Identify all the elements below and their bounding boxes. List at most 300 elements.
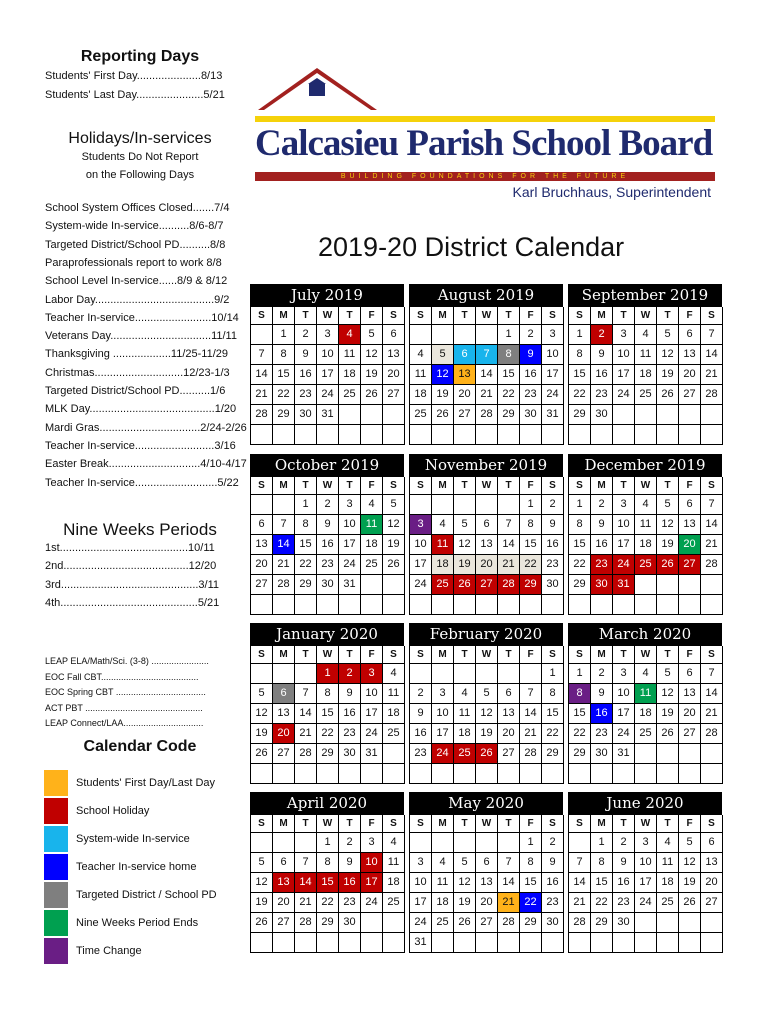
empty-cell xyxy=(383,933,405,953)
day-cell: 22 xyxy=(317,724,339,744)
empty-cell xyxy=(251,425,273,445)
day-cell: 5 xyxy=(251,853,273,873)
day-cell: 17 xyxy=(542,365,564,385)
weekday-header: S xyxy=(410,307,432,325)
day-cell: 12 xyxy=(657,684,679,704)
weekday-header: S xyxy=(383,477,405,495)
day-cell: 21 xyxy=(251,385,273,405)
nine-weeks-item: 3rd.............................................3/11 xyxy=(45,578,220,591)
empty-cell xyxy=(383,575,405,595)
empty-cell xyxy=(432,664,454,684)
empty-cell xyxy=(454,933,476,953)
day-cell: 6 xyxy=(679,664,701,684)
month-days-grid xyxy=(250,814,404,953)
day-cell: 13 xyxy=(383,345,405,365)
day-cell: 16 xyxy=(410,724,432,744)
day-cell: 27 xyxy=(679,555,701,575)
day-cell: 12 xyxy=(361,345,383,365)
day-cell: 9 xyxy=(317,515,339,535)
month-calendar xyxy=(250,454,404,615)
day-cell: 23 xyxy=(591,724,613,744)
day-cell: 4 xyxy=(432,853,454,873)
day-cell: 3 xyxy=(635,833,657,853)
day-cell: 14 xyxy=(476,365,498,385)
day-cell: 21 xyxy=(295,724,317,744)
month-title: October 2019 xyxy=(250,454,404,476)
weekday-header: F xyxy=(361,646,383,664)
empty-cell xyxy=(273,833,295,853)
weekday-header: S xyxy=(701,307,723,325)
empty-cell xyxy=(591,595,613,615)
month-title: December 2019 xyxy=(568,454,722,476)
day-cell: 18 xyxy=(410,385,432,405)
reporting-days-heading: Reporting Days xyxy=(80,48,200,65)
day-cell: 27 xyxy=(476,575,498,595)
day-cell: 2 xyxy=(591,325,613,345)
day-cell: 7 xyxy=(569,853,591,873)
day-cell: 8 xyxy=(520,853,542,873)
weekday-header: F xyxy=(520,307,542,325)
weekday-header: S xyxy=(410,477,432,495)
day-cell: 12 xyxy=(454,535,476,555)
day-cell: 10 xyxy=(635,853,657,873)
day-cell: 21 xyxy=(569,893,591,913)
day-cell: 18 xyxy=(432,555,454,575)
day-cell: 2 xyxy=(591,664,613,684)
weekday-header: F xyxy=(520,646,542,664)
day-cell: 24 xyxy=(432,744,454,764)
holiday-item: MLK Day.........................................1/20 xyxy=(45,403,237,416)
day-cell: 31 xyxy=(410,933,432,953)
weekday-header: T xyxy=(339,307,361,325)
day-cell: 14 xyxy=(273,535,295,555)
weekday-header: S xyxy=(251,815,273,833)
day-cell: 30 xyxy=(591,405,613,425)
month-days-grid xyxy=(409,306,563,445)
day-cell: 24 xyxy=(613,385,635,405)
weekday-header: S xyxy=(410,815,432,833)
weekday-header: F xyxy=(679,646,701,664)
day-cell: 22 xyxy=(317,893,339,913)
empty-cell xyxy=(476,833,498,853)
month-days-grid xyxy=(568,814,722,953)
day-cell: 27 xyxy=(454,405,476,425)
day-cell: 13 xyxy=(476,873,498,893)
day-cell: 26 xyxy=(383,555,405,575)
day-cell: 12 xyxy=(383,515,405,535)
empty-cell xyxy=(657,595,679,615)
day-cell: 15 xyxy=(569,704,591,724)
code-label: Nine Weeks Period Ends xyxy=(76,917,199,929)
empty-cell xyxy=(657,764,679,784)
day-cell: 1 xyxy=(520,495,542,515)
month-days-grid xyxy=(250,476,404,615)
empty-cell xyxy=(657,425,679,445)
month-calendar xyxy=(250,623,404,784)
day-cell: 25 xyxy=(635,385,657,405)
empty-cell xyxy=(701,405,723,425)
empty-cell xyxy=(454,833,476,853)
day-cell: 23 xyxy=(591,555,613,575)
day-cell: 11 xyxy=(383,853,405,873)
empty-cell xyxy=(383,425,405,445)
day-cell: 31 xyxy=(542,405,564,425)
day-cell: 10 xyxy=(432,704,454,724)
weekday-header: S xyxy=(569,815,591,833)
day-cell: 9 xyxy=(410,704,432,724)
empty-cell xyxy=(273,425,295,445)
day-cell: 24 xyxy=(542,385,564,405)
day-cell: 1 xyxy=(295,495,317,515)
logo-tagline: BUILDING FOUNDATIONS FOR THE FUTURE xyxy=(340,173,630,180)
day-cell: 26 xyxy=(657,724,679,744)
month-title: February 2020 xyxy=(409,623,563,645)
empty-cell xyxy=(295,833,317,853)
day-cell: 10 xyxy=(613,345,635,365)
day-cell: 14 xyxy=(251,365,273,385)
day-cell: 25 xyxy=(432,913,454,933)
day-cell: 29 xyxy=(542,744,564,764)
day-cell: 28 xyxy=(520,744,542,764)
day-cell: 17 xyxy=(613,535,635,555)
empty-cell xyxy=(454,764,476,784)
day-cell: 17 xyxy=(635,873,657,893)
empty-cell xyxy=(542,764,564,784)
day-cell: 6 xyxy=(679,495,701,515)
empty-cell xyxy=(361,764,383,784)
day-cell: 5 xyxy=(657,495,679,515)
day-cell: 5 xyxy=(383,495,405,515)
empty-cell xyxy=(432,325,454,345)
day-cell: 15 xyxy=(520,535,542,555)
day-cell: 27 xyxy=(476,913,498,933)
empty-cell xyxy=(339,595,361,615)
empty-cell xyxy=(432,764,454,784)
day-cell: 20 xyxy=(679,365,701,385)
holiday-item: Teacher In-service..........................3/16 xyxy=(45,439,236,452)
calendar-code-row xyxy=(44,770,215,796)
day-cell: 9 xyxy=(542,853,564,873)
empty-cell xyxy=(701,933,723,953)
weekday-header: T xyxy=(657,307,679,325)
day-cell: 13 xyxy=(679,515,701,535)
empty-cell xyxy=(295,664,317,684)
calendar-code-row xyxy=(44,798,149,824)
day-cell: 14 xyxy=(498,535,520,555)
day-cell: 10 xyxy=(613,515,635,535)
empty-cell xyxy=(432,933,454,953)
day-cell: 20 xyxy=(273,893,295,913)
calendar-code-row xyxy=(44,882,217,908)
day-cell: 22 xyxy=(569,724,591,744)
day-cell: 5 xyxy=(476,684,498,704)
day-cell: 27 xyxy=(679,724,701,744)
day-cell: 18 xyxy=(635,704,657,724)
day-cell: 14 xyxy=(295,873,317,893)
day-cell: 29 xyxy=(591,913,613,933)
day-cell: 17 xyxy=(317,365,339,385)
weekday-header: S xyxy=(701,477,723,495)
weekday-header: W xyxy=(476,646,498,664)
weekday-header: F xyxy=(679,815,701,833)
day-cell: 25 xyxy=(657,893,679,913)
day-cell: 21 xyxy=(498,555,520,575)
empty-cell xyxy=(295,933,317,953)
weekday-header: W xyxy=(317,477,339,495)
day-cell: 18 xyxy=(383,873,405,893)
day-cell: 15 xyxy=(542,704,564,724)
day-cell: 26 xyxy=(476,744,498,764)
weekday-header: F xyxy=(679,307,701,325)
day-cell: 6 xyxy=(498,684,520,704)
day-cell: 26 xyxy=(432,405,454,425)
day-cell: 24 xyxy=(635,893,657,913)
day-cell: 24 xyxy=(613,724,635,744)
day-cell: 30 xyxy=(339,744,361,764)
day-cell: 8 xyxy=(569,684,591,704)
day-cell: 15 xyxy=(498,365,520,385)
empty-cell xyxy=(613,425,635,445)
day-cell: 11 xyxy=(339,345,361,365)
test-item: LEAP Connect/LAA................................ xyxy=(45,718,204,728)
empty-cell xyxy=(410,495,432,515)
day-cell: 24 xyxy=(410,913,432,933)
day-cell: 29 xyxy=(520,913,542,933)
day-cell: 6 xyxy=(679,325,701,345)
empty-cell xyxy=(635,405,657,425)
empty-cell xyxy=(635,933,657,953)
day-cell: 13 xyxy=(273,873,295,893)
day-cell: 5 xyxy=(454,515,476,535)
day-cell: 19 xyxy=(432,385,454,405)
day-cell: 9 xyxy=(295,345,317,365)
empty-cell xyxy=(613,405,635,425)
day-cell: 31 xyxy=(317,405,339,425)
day-cell: 16 xyxy=(520,365,542,385)
empty-cell xyxy=(251,664,273,684)
day-cell: 11 xyxy=(361,515,383,535)
empty-cell xyxy=(251,933,273,953)
day-cell: 7 xyxy=(498,515,520,535)
empty-cell xyxy=(569,595,591,615)
day-cell: 15 xyxy=(317,873,339,893)
empty-cell xyxy=(273,595,295,615)
day-cell: 11 xyxy=(410,365,432,385)
empty-cell xyxy=(273,764,295,784)
month-title: March 2020 xyxy=(568,623,722,645)
weekday-header: S xyxy=(542,646,564,664)
day-cell: 17 xyxy=(613,365,635,385)
day-cell: 10 xyxy=(410,535,432,555)
empty-cell xyxy=(454,425,476,445)
day-cell: 24 xyxy=(361,893,383,913)
weekday-header: W xyxy=(317,815,339,833)
month-days-grid xyxy=(409,814,563,953)
day-cell: 5 xyxy=(679,833,701,853)
holiday-item: Targeted District/School PD..........1/6 xyxy=(45,385,226,397)
day-cell: 21 xyxy=(701,704,723,724)
day-cell: 8 xyxy=(317,853,339,873)
empty-cell xyxy=(520,664,542,684)
empty-cell xyxy=(410,425,432,445)
empty-cell xyxy=(613,933,635,953)
empty-cell xyxy=(635,913,657,933)
day-cell: 14 xyxy=(701,515,723,535)
test-item: LEAP ELA/Math/Sci. (3-8) ....................... xyxy=(45,656,209,666)
day-cell: 22 xyxy=(498,385,520,405)
empty-cell xyxy=(701,595,723,615)
month-days-grid xyxy=(568,476,722,615)
day-cell: 7 xyxy=(520,684,542,704)
empty-cell xyxy=(273,933,295,953)
day-cell: 7 xyxy=(251,345,273,365)
weekday-header: F xyxy=(361,815,383,833)
day-cell: 20 xyxy=(498,724,520,744)
day-cell: 31 xyxy=(613,744,635,764)
day-cell: 26 xyxy=(251,913,273,933)
day-cell: 19 xyxy=(679,873,701,893)
day-cell: 21 xyxy=(476,385,498,405)
weekday-header: M xyxy=(273,815,295,833)
day-cell: 13 xyxy=(701,853,723,873)
day-cell: 9 xyxy=(591,515,613,535)
code-label: School Holiday xyxy=(76,805,150,817)
day-cell: 13 xyxy=(679,345,701,365)
day-cell: 26 xyxy=(657,385,679,405)
day-cell: 16 xyxy=(339,704,361,724)
test-item: EOC Fall CBT....................................... xyxy=(45,671,199,682)
day-cell: 2 xyxy=(613,833,635,853)
empty-cell xyxy=(432,495,454,515)
day-cell: 7 xyxy=(701,325,723,345)
day-cell: 9 xyxy=(520,345,542,365)
day-cell: 28 xyxy=(295,744,317,764)
day-cell: 19 xyxy=(476,724,498,744)
day-cell: 2 xyxy=(542,833,564,853)
weekday-header: F xyxy=(679,477,701,495)
weekday-header: S xyxy=(251,307,273,325)
day-cell: 1 xyxy=(542,664,564,684)
day-cell: 24 xyxy=(613,555,635,575)
day-cell: 23 xyxy=(520,385,542,405)
day-cell: 15 xyxy=(273,365,295,385)
empty-cell xyxy=(635,744,657,764)
day-cell: 1 xyxy=(498,325,520,345)
month-calendar xyxy=(568,792,722,953)
empty-cell xyxy=(273,495,295,515)
weekday-header: T xyxy=(454,815,476,833)
day-cell: 13 xyxy=(476,535,498,555)
day-cell: 10 xyxy=(361,853,383,873)
weekday-header: T xyxy=(613,477,635,495)
empty-cell xyxy=(591,764,613,784)
holiday-item: Mardi Gras.................................2/24-2/26 xyxy=(45,421,247,434)
month-title: June 2020 xyxy=(568,792,722,814)
weekday-header: T xyxy=(498,815,520,833)
month-days-grid xyxy=(250,306,404,445)
weekday-header: W xyxy=(635,646,657,664)
empty-cell xyxy=(679,764,701,784)
day-cell: 20 xyxy=(251,555,273,575)
day-cell: 15 xyxy=(569,535,591,555)
day-cell: 25 xyxy=(454,744,476,764)
empty-cell xyxy=(410,664,432,684)
day-cell: 1 xyxy=(569,495,591,515)
empty-cell xyxy=(498,833,520,853)
day-cell: 23 xyxy=(542,893,564,913)
weekday-header: T xyxy=(498,646,520,664)
weekday-header: T xyxy=(454,307,476,325)
day-cell: 5 xyxy=(657,325,679,345)
day-cell: 3 xyxy=(410,853,432,873)
day-cell: 17 xyxy=(410,555,432,575)
day-cell: 28 xyxy=(701,555,723,575)
day-cell: 29 xyxy=(317,744,339,764)
empty-cell xyxy=(339,425,361,445)
day-cell: 19 xyxy=(383,535,405,555)
day-cell: 13 xyxy=(251,535,273,555)
day-cell: 25 xyxy=(339,385,361,405)
day-cell: 8 xyxy=(273,345,295,365)
empty-cell xyxy=(476,595,498,615)
month-calendar xyxy=(568,284,722,445)
day-cell: 9 xyxy=(591,345,613,365)
empty-cell xyxy=(476,664,498,684)
day-cell: 18 xyxy=(383,704,405,724)
weekday-header: M xyxy=(591,477,613,495)
day-cell: 23 xyxy=(339,893,361,913)
day-cell: 12 xyxy=(251,704,273,724)
day-cell: 9 xyxy=(613,853,635,873)
day-cell: 16 xyxy=(339,873,361,893)
empty-cell xyxy=(520,425,542,445)
code-label: System-wide In-service xyxy=(76,833,190,845)
day-cell: 4 xyxy=(383,664,405,684)
month-title: May 2020 xyxy=(409,792,563,814)
empty-cell xyxy=(679,744,701,764)
day-cell: 20 xyxy=(476,555,498,575)
day-cell: 20 xyxy=(454,385,476,405)
empty-cell xyxy=(295,595,317,615)
empty-cell xyxy=(361,425,383,445)
day-cell: 17 xyxy=(613,704,635,724)
day-cell: 3 xyxy=(613,664,635,684)
month-calendar xyxy=(250,792,404,953)
day-cell: 30 xyxy=(613,913,635,933)
day-cell: 28 xyxy=(273,575,295,595)
calendar-code-row xyxy=(44,910,198,936)
weekday-header: F xyxy=(361,307,383,325)
day-cell: 26 xyxy=(454,913,476,933)
day-cell: 27 xyxy=(498,744,520,764)
day-cell: 2 xyxy=(295,325,317,345)
month-calendar xyxy=(568,454,722,615)
day-cell: 18 xyxy=(361,535,383,555)
empty-cell xyxy=(410,595,432,615)
day-cell: 27 xyxy=(273,913,295,933)
day-cell: 19 xyxy=(657,704,679,724)
weekday-header: T xyxy=(657,477,679,495)
empty-cell xyxy=(679,575,701,595)
day-cell: 27 xyxy=(251,575,273,595)
empty-cell xyxy=(383,764,405,784)
day-cell: 21 xyxy=(498,893,520,913)
weekday-header: M xyxy=(591,307,613,325)
holiday-item: Thanksgiving ...................11/25-11/29 xyxy=(45,348,229,361)
day-cell: 16 xyxy=(591,365,613,385)
day-cell: 23 xyxy=(317,555,339,575)
day-cell: 13 xyxy=(273,704,295,724)
